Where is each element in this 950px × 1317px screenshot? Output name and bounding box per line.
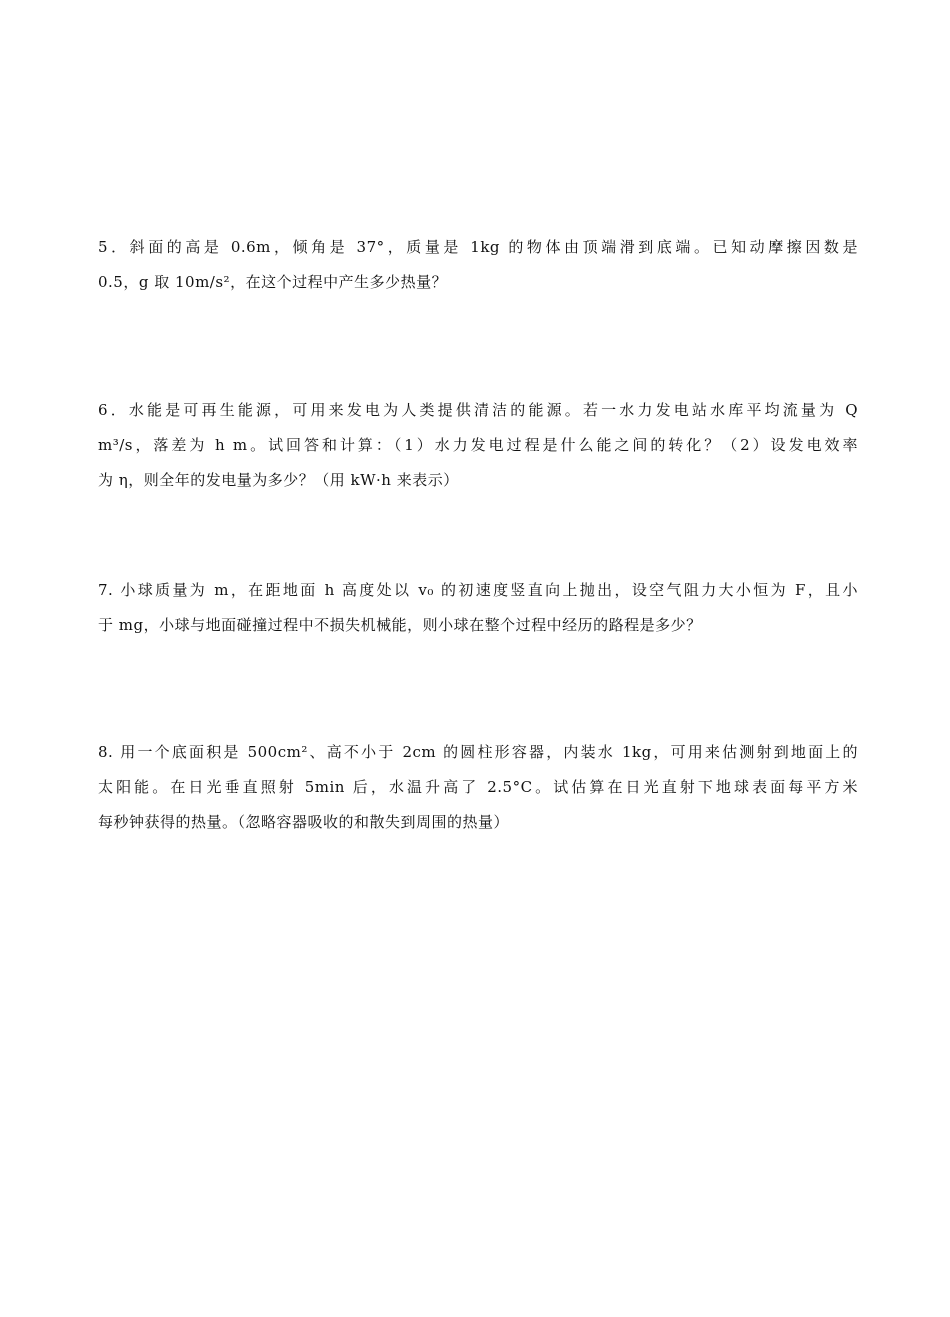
problem-7 bbox=[98, 573, 858, 643]
problem-8 bbox=[98, 735, 858, 840]
problem-6-line-1: 6．水能是可再生能源，可用来发电为人类提供清洁的能源。若一水力发电站水库平均流量为 Q bbox=[98, 401, 858, 419]
problem-7-line-1: 7. 小球质量为 m，在距地面 h 高度处以 v₀ 的初速度竖直向上抛出，设空气阻力大小恒为 F，且小 bbox=[98, 581, 858, 599]
problem-5-line-2: 0.5，g 取 10m/s²，在这个过程中产生多少热量？ bbox=[98, 273, 448, 291]
problem-6-line-3: 为 η，则全年的发电量为多少？（用 kW·h 来表示） bbox=[98, 471, 459, 489]
problem-8-line-2: 太阳能。在日光垂直照射 5min 后，水温升高了 2.5°C。试估算在日光直射下地球表面每平方米 bbox=[98, 778, 858, 796]
problem-5 bbox=[98, 230, 858, 300]
problem-6 bbox=[98, 393, 858, 498]
problem-5-line-1: 5．斜面的高是 0.6m，倾角是 37°，质量是 1kg 的物体由顶端滑到底端。已知动摩擦因数是 bbox=[98, 238, 858, 256]
problem-6-line-2: m³/s，落差为 h m。试回答和计算：（1）水力发电过程是什么能之间的转化？（2）设发电效率 bbox=[98, 436, 858, 454]
problem-8-line-1: 8. 用一个底面积是 500cm²、高不小于 2cm 的圆柱形容器，内装水 1kg，可用来估测射到地面上的 bbox=[98, 743, 858, 761]
problem-8-line-3: 每秒钟获得的热量。（忽略容器吸收的和散失到周围的热量） bbox=[98, 813, 510, 831]
problem-7-line-2: 于 mg，小球与地面碰撞过程中不损失机械能，则小球在整个过程中经历的路程是多少？ bbox=[98, 616, 702, 634]
